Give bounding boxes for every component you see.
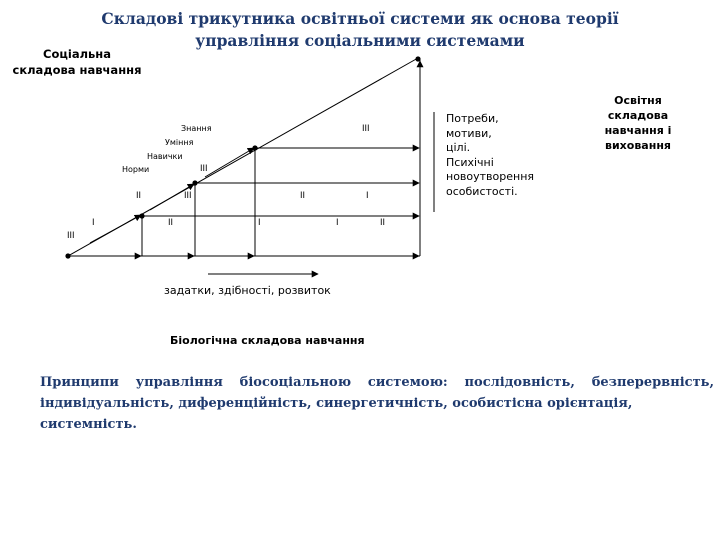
label-normy: Норми xyxy=(122,165,150,174)
social-component-label: Соціальна складова навчання xyxy=(12,47,142,77)
education-component-label: Освітня складова навчання і виховання xyxy=(604,94,672,152)
roman-label: III xyxy=(200,164,208,174)
node-1 xyxy=(139,213,144,218)
node-2 xyxy=(192,180,197,185)
roman-label: II xyxy=(380,218,386,228)
biological-component-label: Біологічна складова навчання xyxy=(170,334,365,347)
title-line-2: управління соціальними системами xyxy=(195,31,525,50)
principles-line-1: Принципи управління біосоціальною системою: послідовність, безперервність, xyxy=(40,375,714,390)
roman-label: I xyxy=(92,218,95,228)
roman-label: I xyxy=(258,218,261,228)
hyp-arrow-1 xyxy=(90,215,141,243)
roman-label: I xyxy=(366,191,369,201)
label-navychky: Навички xyxy=(147,152,183,161)
label-uminnia: Уміння xyxy=(165,138,194,147)
roman-label: III xyxy=(362,124,370,134)
needs-motives-text: Потреби, мотиви, цілі. Психічні новоутворення особистості. xyxy=(446,112,535,198)
roman-label: II xyxy=(136,191,142,201)
hyp-arrow-3 xyxy=(205,148,254,177)
node-top xyxy=(415,56,420,61)
node-3 xyxy=(252,145,257,150)
development-label: задатки, здібності, розвиток xyxy=(164,284,331,297)
roman-label: III xyxy=(184,191,192,201)
principles-line-2: індивідуальність, диференційність, синергетичність, особистісна орієнтація, системність. xyxy=(40,396,633,432)
roman-label: II xyxy=(168,218,174,228)
roman-label: III xyxy=(67,231,75,241)
label-znannia: Знання xyxy=(181,124,212,133)
roman-label: I xyxy=(336,218,339,228)
roman-label: II xyxy=(300,191,306,201)
node-origin xyxy=(65,253,70,258)
title-line-1: Складові трикутника освітньої системи як основа теорії xyxy=(101,9,619,28)
